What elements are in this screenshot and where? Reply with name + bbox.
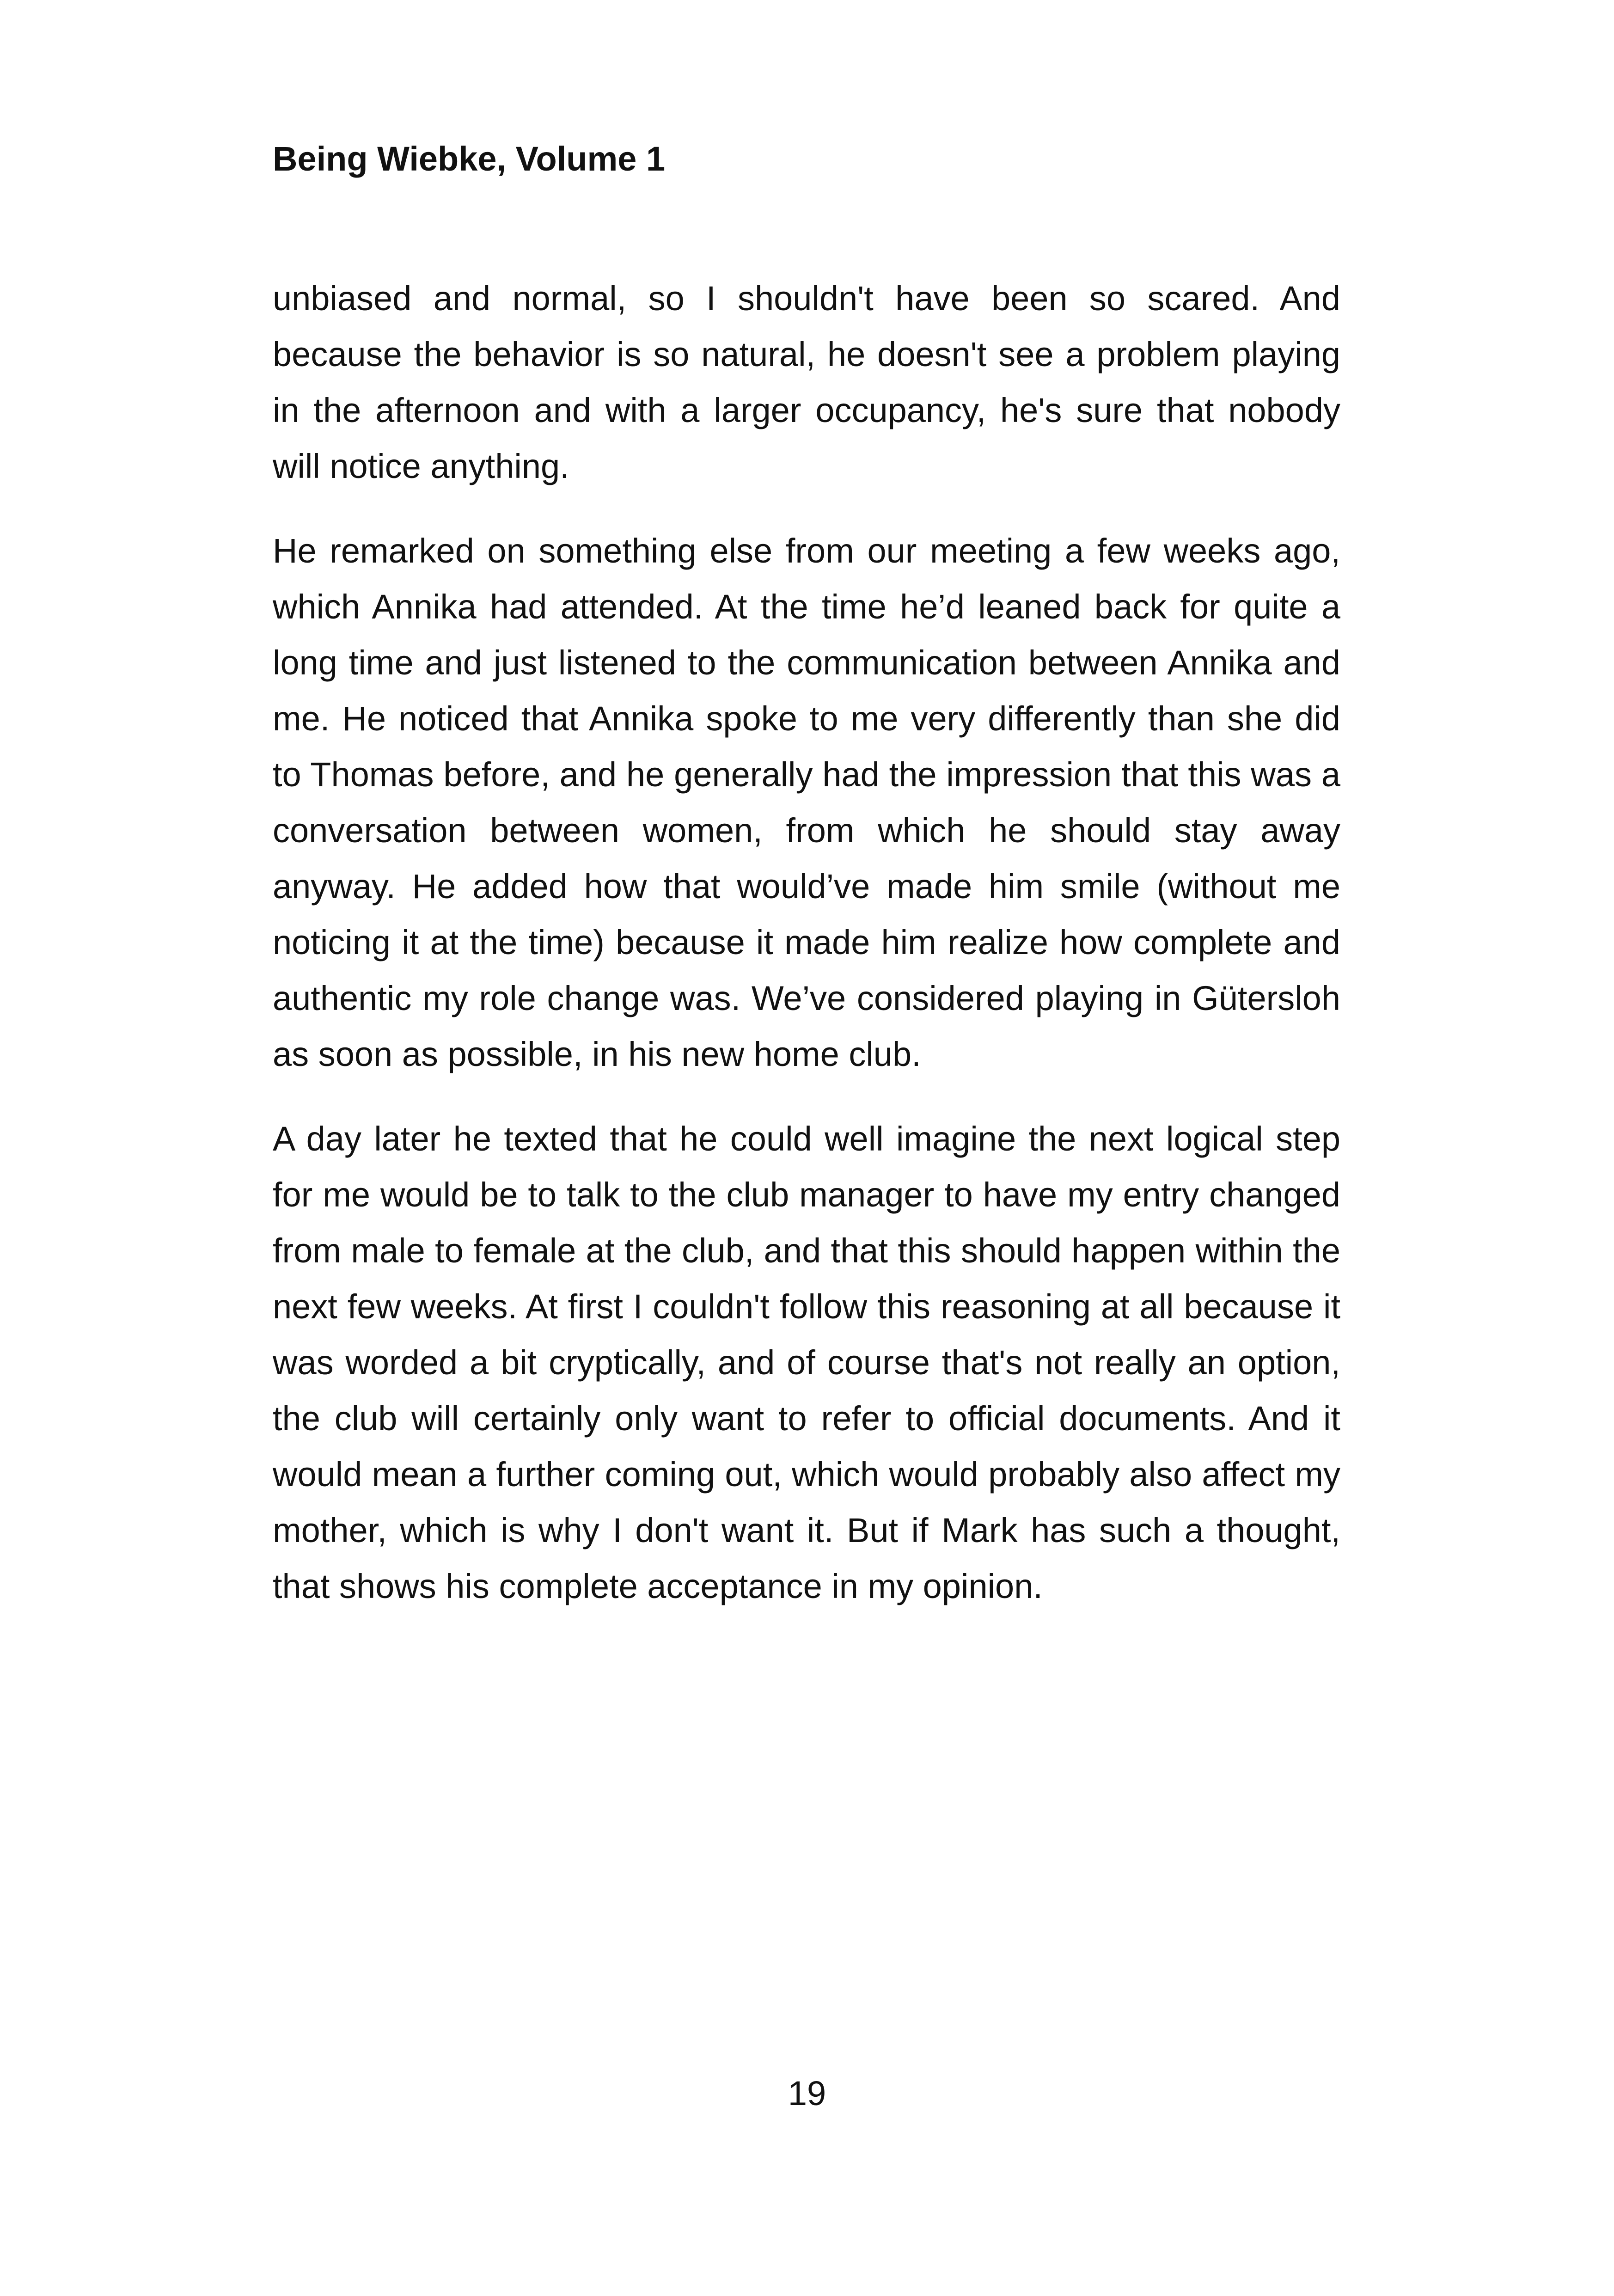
body-text [273, 270, 1340, 1643]
paragraph-3: A day later he texted that he could well imagine the next logical step for me would be to talk to the club manager to have my entry changed from male to female at the club, and that this should happen within the next few weeks. At first I couldn't follow this reasoning at all because it was worded a bit cryptically, and of course that's not really an option, the club will certainly only want to refer to official documents. And it would mean a further coming out, which would probably also affect my mother, which is why I don't want it. But if Mark has such a thought, that shows his complete acceptance in my opinion. [273, 1120, 1340, 1605]
running-header-title: Being Wiebke, Volume 1 [273, 140, 666, 178]
paragraph-1: unbiased and normal, so I shouldn't have been so scared. And because the behavior is so natural, he doesn't see a problem playing in the afternoon and with a larger occupancy, he's sure that nobody will notice anything. [273, 279, 1340, 485]
paragraph-2: He remarked on something else from our meeting a few weeks ago, which Annika had attended. At the time he’d leaned back for quite a long time and just listened to the communication between Annika and me. He noticed that Annika spoke to me very differently than she did to Thomas before, and he generally had the impression that this was a conversation between women, from which he should stay away anyway. He added how that would’ve made him smile (without me noticing it at the time) because it made him realize how complete and authentic my role change was. We’ve considered playing in Gütersloh as soon as possible, in his new home club. [273, 532, 1340, 1073]
page-number: 19 [788, 2074, 826, 2112]
